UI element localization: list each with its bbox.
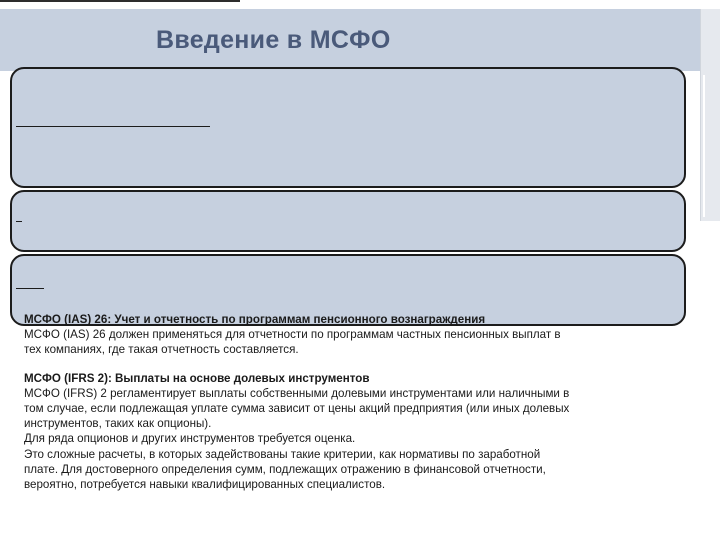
section-line: плате. Для достоверного определения сумм, подлежащих отражению в финансовой отчетности, (24, 462, 546, 476)
panel-1-rule (16, 126, 210, 127)
section-heading-ias26: МСФО (IAS) 26: Учет и отчетность по программам пенсионного вознаграждения (24, 313, 486, 326)
section-gap (24, 358, 692, 371)
slide-title: Введение в МСФО (156, 26, 391, 54)
section-line: вероятно, потребуется навыки квалифицированных специалистов. (24, 478, 386, 492)
slide-body (24, 312, 692, 492)
section-line: Для ряда опционов и других инструментов требуется оценка. (24, 432, 356, 446)
section-line: том случае, если подлежащая уплате сумма зависит от цены акций предприятия (или иных долевых (24, 402, 570, 416)
top-rule (0, 0, 240, 2)
section-heading-ifrs2: МСФО (IFRS 2): Выплаты на основе долевых инструментов (24, 371, 370, 385)
section-line: МСФО (IFRS) 2 регламентирует выплаты собственными долевыми инструментами или наличными в (24, 386, 570, 400)
section-line: Это сложные расчеты, в которых задействованы такие критерии, как нормативы по заработной (24, 447, 541, 461)
side-strip-divider (703, 75, 705, 217)
content-panel-2 (10, 190, 686, 252)
section-line: тех компаниях, где такая отчетность составляется. (24, 343, 299, 357)
section-line: инструментов, таких как опционы). (24, 417, 212, 431)
panel-3-rule (16, 288, 44, 289)
section-line: МСФО (IAS) 26 должен применяться для отчетности по программам частных пенсионных выплат в (24, 328, 561, 342)
content-panel-1 (10, 67, 686, 188)
panel-2-rule (16, 221, 22, 222)
